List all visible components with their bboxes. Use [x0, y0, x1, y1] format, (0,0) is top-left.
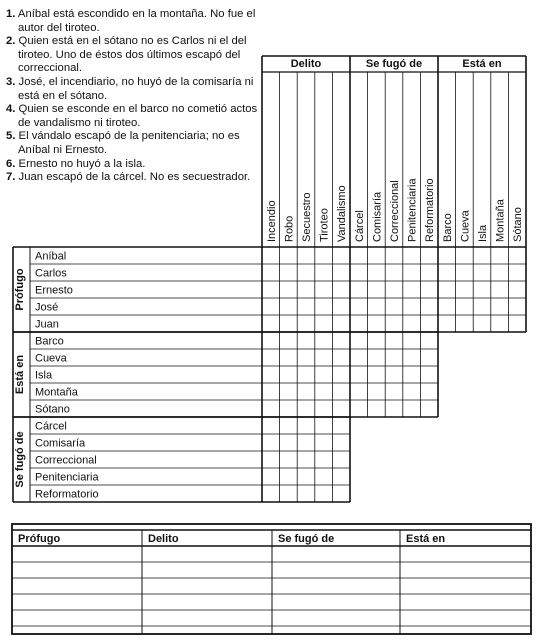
- column-header: Cueva: [459, 210, 472, 242]
- column-header: Montaña: [494, 199, 507, 242]
- column-header: Tiroteo: [318, 208, 331, 242]
- row-label: Sótano: [35, 403, 70, 416]
- column-header: Correccional: [389, 180, 401, 242]
- row-label: Cárcel: [35, 420, 67, 433]
- clue-number: 7.: [6, 171, 16, 184]
- column-header: Secuestro: [301, 192, 313, 242]
- row-label: Comisaría: [35, 437, 86, 450]
- clue-number: 2.: [6, 35, 16, 48]
- column-header: Barco: [441, 213, 454, 242]
- solution-header: Delito: [148, 533, 179, 545]
- clue-text: Juan escapó de la cárcel. No es secuestrador.: [15, 171, 251, 184]
- row-label: Juan: [35, 318, 59, 331]
- row-label: Penitenciaria: [35, 471, 99, 484]
- column-header: Reformatorio: [424, 178, 437, 242]
- column-header: Isla: [477, 224, 489, 242]
- solution-header: Prófugo: [18, 533, 61, 545]
- column-header: Incendio: [265, 200, 278, 242]
- row-group-title: Está en: [14, 354, 26, 395]
- clue-text: Quien se esconde en el barco no cometió actos de vandalismo ni tiroteo.: [15, 103, 258, 129]
- column-group-title: Está en: [462, 58, 502, 70]
- row-label: José: [35, 301, 59, 314]
- column-header: Sótano: [512, 207, 525, 242]
- row-label: Reformatorio: [35, 488, 99, 501]
- row-label: Ernesto: [35, 284, 73, 297]
- solution-header: Está en: [406, 533, 446, 545]
- clue-text: El vándalo escapó de la penitenciaria; no es Aníbal ni Ernesto.: [15, 130, 240, 156]
- column-header: Cárcel: [353, 210, 366, 242]
- column-group-title: Se fugó de: [365, 58, 423, 70]
- solution-header: Se fugó de: [278, 533, 335, 545]
- row-label: Barco: [35, 335, 64, 348]
- column-group-title: Delito: [290, 58, 322, 70]
- row-label: Montaña: [35, 386, 78, 399]
- column-header: Vandalismo: [336, 185, 349, 242]
- clue-text: Ernesto no huyó a la isla.: [15, 157, 146, 170]
- clue-number: 5.: [6, 130, 16, 143]
- column-header: Robo: [283, 215, 296, 242]
- clue-text: José, el incendiario, no huyó de la comisaría ni está en el sótano.: [15, 75, 254, 102]
- clue-text: Aníbal está escondido en la montaña. No fue el autor del tiroteo.: [15, 8, 256, 34]
- column-header: Penitenciaria: [406, 178, 419, 242]
- row-label: Carlos: [35, 267, 67, 280]
- row-group-title: Se fugó de: [14, 431, 26, 488]
- column-header: Comisaría: [371, 191, 384, 242]
- clue-number: 6.: [6, 157, 16, 170]
- row-label: Aníbal: [35, 250, 67, 263]
- clue-number: 1.: [6, 8, 16, 20]
- row-label: Isla: [35, 369, 53, 382]
- row-group-title: Prófugo: [14, 268, 26, 311]
- row-label: Correccional: [35, 454, 97, 467]
- clue-number: 4.: [6, 103, 16, 116]
- row-label: Cueva: [35, 352, 67, 365]
- clue-text: Quien está en el sótano no es Carlos ni el del tiroteo. Uno de éstos dos últimos escapó del correccional.: [15, 35, 247, 75]
- clue-number: 3.: [6, 75, 16, 88]
